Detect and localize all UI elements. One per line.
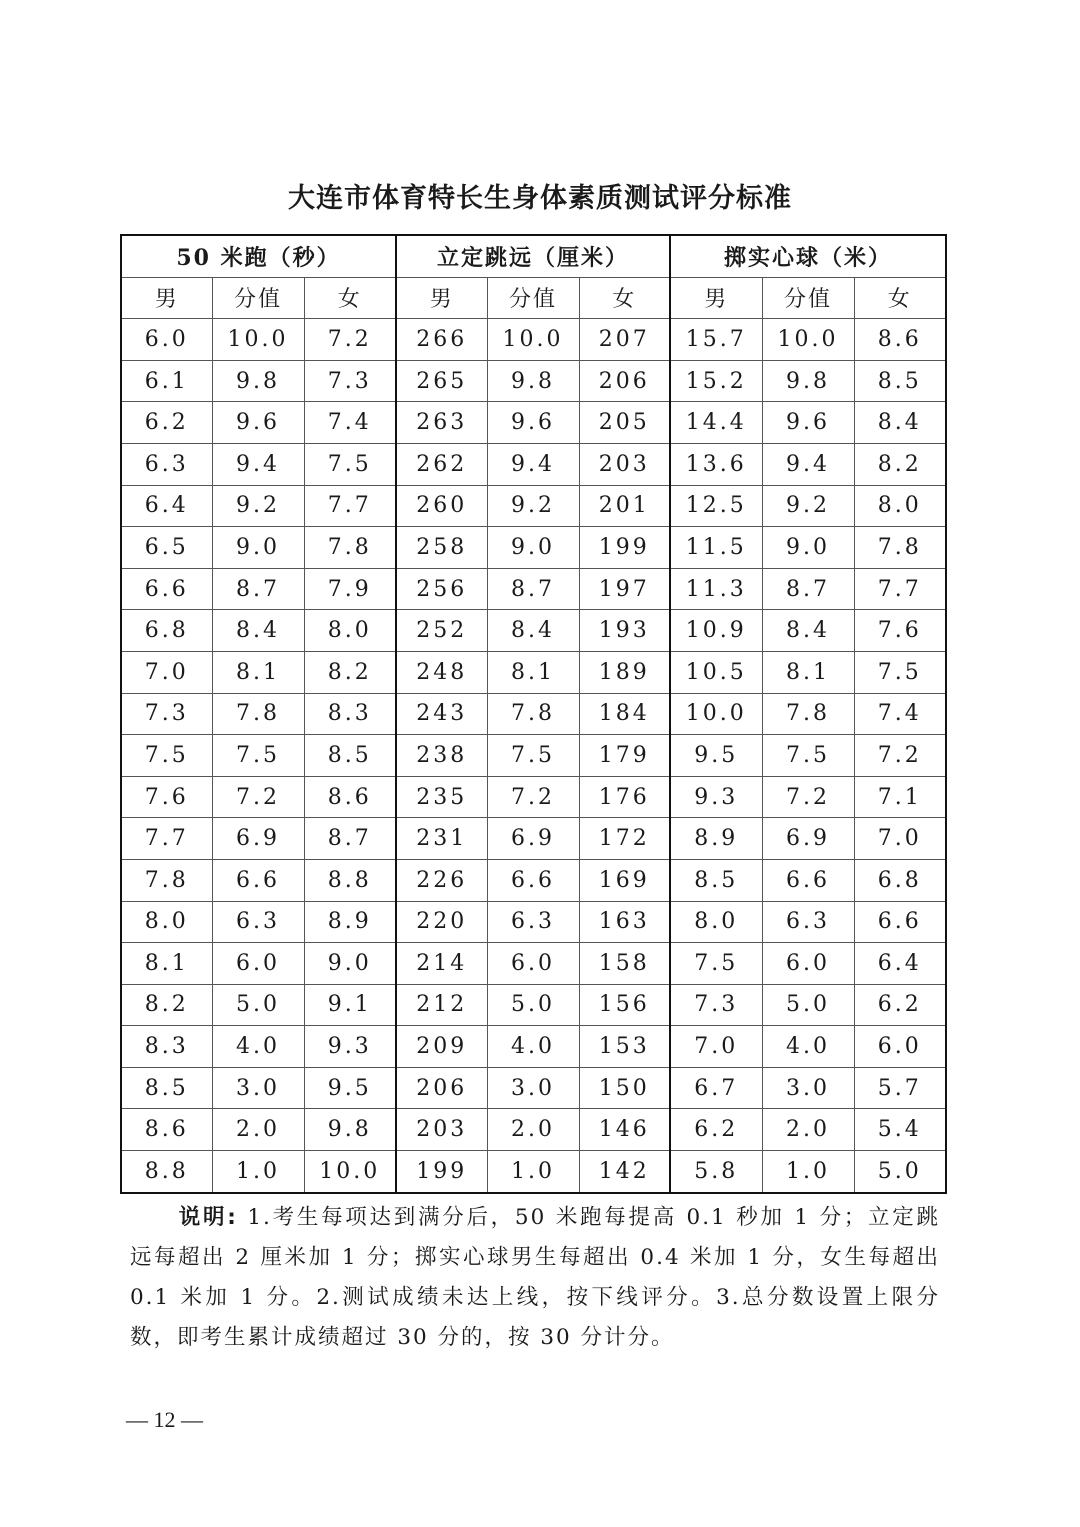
table-cell: 11.5 (670, 527, 762, 569)
table-cell: 10.5 (670, 651, 762, 693)
table-cell: 7.3 (304, 360, 396, 402)
table-cell: 220 (396, 901, 487, 943)
table-cell: 6.8 (854, 859, 946, 901)
table-cell: 172 (579, 818, 670, 860)
sub-header-cell: 男 (121, 277, 212, 319)
table-cell: 8.9 (304, 901, 396, 943)
table-cell: 6.3 (762, 901, 854, 943)
table-row (121, 485, 946, 527)
table-cell: 5.0 (212, 984, 304, 1026)
table-cell: 9.1 (304, 984, 396, 1026)
table-cell: 7.9 (304, 568, 396, 610)
table-cell: 9.3 (304, 1026, 396, 1068)
table-cell: 8.4 (762, 610, 854, 652)
table-row (121, 984, 946, 1026)
table-cell: 8.0 (304, 610, 396, 652)
table-cell: 7.8 (487, 693, 579, 735)
table-cell: 8.7 (762, 568, 854, 610)
table-row (121, 360, 946, 402)
table-cell: 10.0 (304, 1151, 396, 1193)
table-cell: 7.8 (762, 693, 854, 735)
group-header-row (121, 235, 946, 277)
table-cell: 184 (579, 693, 670, 735)
table-cell: 226 (396, 859, 487, 901)
table-cell: 6.6 (121, 568, 212, 610)
sub-header-cell: 女 (304, 277, 396, 319)
table-cell: 7.8 (212, 693, 304, 735)
table-cell: 9.2 (762, 485, 854, 527)
table-cell: 7.7 (304, 485, 396, 527)
table-cell: 8.9 (670, 818, 762, 860)
table-cell: 8.4 (212, 610, 304, 652)
table-cell: 8.8 (121, 1151, 212, 1193)
table-cell: 6.4 (121, 485, 212, 527)
table-cell: 8.1 (487, 651, 579, 693)
table-cell: 7.5 (487, 735, 579, 777)
table-cell: 5.8 (670, 1151, 762, 1193)
table-cell: 6.8 (121, 610, 212, 652)
table-cell: 6.9 (762, 818, 854, 860)
sub-header-cell: 女 (579, 277, 670, 319)
table-cell: 9.5 (304, 1067, 396, 1109)
table-row (121, 1026, 946, 1068)
table-cell: 206 (396, 1067, 487, 1109)
table-cell: 156 (579, 984, 670, 1026)
table-cell: 8.4 (487, 610, 579, 652)
table-cell: 6.6 (854, 901, 946, 943)
table-cell: 265 (396, 360, 487, 402)
table-cell: 7.8 (121, 859, 212, 901)
table-cell: 7.5 (854, 651, 946, 693)
table-cell: 9.8 (212, 360, 304, 402)
table-row (121, 943, 946, 985)
table-cell: 199 (396, 1151, 487, 1193)
table-cell: 179 (579, 735, 670, 777)
sub-header-cell: 男 (396, 277, 487, 319)
table-cell: 8.5 (121, 1067, 212, 1109)
table-row (121, 610, 946, 652)
table-cell: 153 (579, 1026, 670, 1068)
table-cell: 189 (579, 651, 670, 693)
table-cell: 5.0 (487, 984, 579, 1026)
table-cell: 9.6 (487, 402, 579, 444)
table-cell: 8.0 (121, 901, 212, 943)
table-cell: 10.9 (670, 610, 762, 652)
group-header-long-jump: 立定跳远（厘米） (396, 235, 670, 277)
table-row (121, 402, 946, 444)
table-cell: 203 (579, 443, 670, 485)
table-cell: 9.0 (304, 943, 396, 985)
table-cell: 8.6 (854, 319, 946, 361)
table-cell: 6.5 (121, 527, 212, 569)
sub-header-cell: 分值 (487, 277, 579, 319)
table-cell: 163 (579, 901, 670, 943)
table-cell: 8.6 (304, 776, 396, 818)
page-number: — 12 — (126, 1407, 203, 1432)
table-cell: 6.2 (121, 402, 212, 444)
table-row (121, 1109, 946, 1151)
table-cell: 7.2 (212, 776, 304, 818)
sub-header-cell: 分值 (212, 277, 304, 319)
table-cell: 9.4 (487, 443, 579, 485)
table-cell: 6.7 (670, 1067, 762, 1109)
sub-header-cell: 分值 (762, 277, 854, 319)
table-cell: 4.0 (762, 1026, 854, 1068)
table-cell: 7.3 (121, 693, 212, 735)
table-cell: 10.0 (212, 319, 304, 361)
table-cell: 7.3 (670, 984, 762, 1026)
table-cell: 8.2 (121, 984, 212, 1026)
table-row (121, 693, 946, 735)
table-cell: 4.0 (212, 1026, 304, 1068)
table-cell: 7.6 (121, 776, 212, 818)
table-cell: 9.5 (670, 735, 762, 777)
table-cell: 8.5 (304, 735, 396, 777)
table-cell: 9.0 (487, 527, 579, 569)
table-row (121, 1151, 946, 1193)
table-cell: 9.2 (212, 485, 304, 527)
group-header-shot: 掷实心球（米） (670, 235, 946, 277)
table-cell: 9.6 (212, 402, 304, 444)
table-cell: 7.2 (854, 735, 946, 777)
table-cell: 8.3 (304, 693, 396, 735)
table-cell: 9.3 (670, 776, 762, 818)
table-row (121, 568, 946, 610)
table-cell: 7.1 (854, 776, 946, 818)
table-cell: 5.7 (854, 1067, 946, 1109)
table-cell: 9.0 (762, 527, 854, 569)
table-cell: 142 (579, 1151, 670, 1193)
table-cell: 1.0 (212, 1151, 304, 1193)
table-cell: 193 (579, 610, 670, 652)
table-cell: 203 (396, 1109, 487, 1151)
table-cell: 6.4 (854, 943, 946, 985)
table-row (121, 776, 946, 818)
table-cell: 2.0 (487, 1109, 579, 1151)
table-row (121, 319, 946, 361)
table-cell: 6.0 (212, 943, 304, 985)
table-cell: 9.8 (762, 360, 854, 402)
table-cell: 7.0 (121, 651, 212, 693)
table-cell: 6.6 (212, 859, 304, 901)
table-cell: 6.2 (670, 1109, 762, 1151)
table-cell: 7.2 (304, 319, 396, 361)
table-cell: 258 (396, 527, 487, 569)
table-cell: 169 (579, 859, 670, 901)
table-cell: 10.0 (670, 693, 762, 735)
table-row (121, 651, 946, 693)
table-cell: 199 (579, 527, 670, 569)
table-cell: 158 (579, 943, 670, 985)
table-cell: 8.7 (304, 818, 396, 860)
table-cell: 238 (396, 735, 487, 777)
table-cell: 7.6 (854, 610, 946, 652)
table-cell: 6.0 (121, 319, 212, 361)
table-cell: 150 (579, 1067, 670, 1109)
table-cell: 6.6 (487, 859, 579, 901)
table-cell: 8.1 (762, 651, 854, 693)
table-cell: 7.5 (670, 943, 762, 985)
table-cell: 8.5 (670, 859, 762, 901)
table-cell: 6.0 (854, 1026, 946, 1068)
table-row (121, 527, 946, 569)
table-row (121, 1067, 946, 1109)
table-cell: 197 (579, 568, 670, 610)
table-cell: 9.8 (304, 1109, 396, 1151)
table-cell: 8.4 (854, 402, 946, 444)
table-cell: 243 (396, 693, 487, 735)
note-text: 1.考生每项达到满分后，50 米跑每提高 0.1 秒加 1 分；立定跳远每超出 2 厘米加 1 分；掷实心球男生每超出 0.4 米加 1 分，女生每超出 0.1 米加 1 分。2.测试成绩未达上线，按下线评分。3.总分数设置上限分数，即考生累计成绩超过 30 分的，按 30 分计分。 (130, 1205, 940, 1350)
explanation-note (130, 1198, 940, 1358)
table-cell: 1.0 (762, 1151, 854, 1193)
table-cell: 214 (396, 943, 487, 985)
table-cell: 15.2 (670, 360, 762, 402)
table-cell: 8.2 (854, 443, 946, 485)
table-cell: 6.3 (212, 901, 304, 943)
table-cell: 256 (396, 568, 487, 610)
note-label: 说明: (178, 1205, 238, 1230)
table-cell: 9.4 (762, 443, 854, 485)
table-cell: 6.0 (487, 943, 579, 985)
table-row (121, 735, 946, 777)
table-cell: 3.0 (212, 1067, 304, 1109)
table-cell: 176 (579, 776, 670, 818)
table-row (121, 859, 946, 901)
table-cell: 7.0 (854, 818, 946, 860)
table-cell: 11.3 (670, 568, 762, 610)
table-cell: 8.0 (670, 901, 762, 943)
table-cell: 9.2 (487, 485, 579, 527)
table-cell: 7.4 (854, 693, 946, 735)
table-cell: 6.9 (487, 818, 579, 860)
table-cell: 6.1 (121, 360, 212, 402)
table-cell: 7.2 (487, 776, 579, 818)
table-cell: 7.0 (670, 1026, 762, 1068)
scoring-table (120, 234, 947, 1194)
table-cell: 8.1 (121, 943, 212, 985)
sub-header-cell: 男 (670, 277, 762, 319)
table-cell: 260 (396, 485, 487, 527)
table-row (121, 901, 946, 943)
table-cell: 8.0 (854, 485, 946, 527)
table-cell: 235 (396, 776, 487, 818)
table-cell: 2.0 (762, 1109, 854, 1151)
table-cell: 9.4 (212, 443, 304, 485)
table-cell: 5.0 (854, 1151, 946, 1193)
table-cell: 7.5 (121, 735, 212, 777)
table-cell: 8.6 (121, 1109, 212, 1151)
table-row (121, 818, 946, 860)
table-cell: 7.2 (762, 776, 854, 818)
table-cell: 7.4 (304, 402, 396, 444)
table-cell: 14.4 (670, 402, 762, 444)
table-cell: 8.7 (487, 568, 579, 610)
table-body (121, 319, 946, 1193)
table-cell: 15.7 (670, 319, 762, 361)
table-cell: 13.6 (670, 443, 762, 485)
table-cell: 2.0 (212, 1109, 304, 1151)
table-cell: 6.2 (854, 984, 946, 1026)
table-cell: 231 (396, 818, 487, 860)
table-cell: 6.0 (762, 943, 854, 985)
table-cell: 263 (396, 402, 487, 444)
table-cell: 8.8 (304, 859, 396, 901)
table-cell: 266 (396, 319, 487, 361)
document-title: 大连市体育特长生身体素质测试评分标准 (288, 183, 792, 214)
table-cell: 7.8 (304, 527, 396, 569)
table-cell: 262 (396, 443, 487, 485)
table-cell: 205 (579, 402, 670, 444)
table-cell: 6.3 (121, 443, 212, 485)
sub-header-row (121, 277, 946, 319)
table-cell: 7.7 (854, 568, 946, 610)
table-cell: 8.3 (121, 1026, 212, 1068)
table-cell: 6.9 (212, 818, 304, 860)
table-row (121, 443, 946, 485)
table-cell: 9.6 (762, 402, 854, 444)
table-cell: 248 (396, 651, 487, 693)
table-cell: 201 (579, 485, 670, 527)
table-cell: 207 (579, 319, 670, 361)
table-cell: 7.5 (762, 735, 854, 777)
table-cell: 6.3 (487, 901, 579, 943)
table-cell: 8.1 (212, 651, 304, 693)
table-cell: 5.0 (762, 984, 854, 1026)
table-cell: 7.7 (121, 818, 212, 860)
table-cell: 206 (579, 360, 670, 402)
group-header-50m: 50 米跑（秒） (121, 235, 396, 277)
table-cell: 146 (579, 1109, 670, 1151)
table-cell: 10.0 (762, 319, 854, 361)
table-cell: 7.5 (304, 443, 396, 485)
table-cell: 5.4 (854, 1109, 946, 1151)
table-cell: 12.5 (670, 485, 762, 527)
sub-header-cell: 女 (854, 277, 946, 319)
table-cell: 252 (396, 610, 487, 652)
table-cell: 209 (396, 1026, 487, 1068)
table-cell: 3.0 (487, 1067, 579, 1109)
table-cell: 9.8 (487, 360, 579, 402)
table-cell: 7.8 (854, 527, 946, 569)
table-cell: 8.2 (304, 651, 396, 693)
table-cell: 9.0 (212, 527, 304, 569)
table-cell: 4.0 (487, 1026, 579, 1068)
table-cell: 8.5 (854, 360, 946, 402)
table-cell: 1.0 (487, 1151, 579, 1193)
table-cell: 10.0 (487, 319, 579, 361)
table-cell: 3.0 (762, 1067, 854, 1109)
table-cell: 212 (396, 984, 487, 1026)
table-cell: 8.7 (212, 568, 304, 610)
table-cell: 7.5 (212, 735, 304, 777)
table-cell: 6.6 (762, 859, 854, 901)
